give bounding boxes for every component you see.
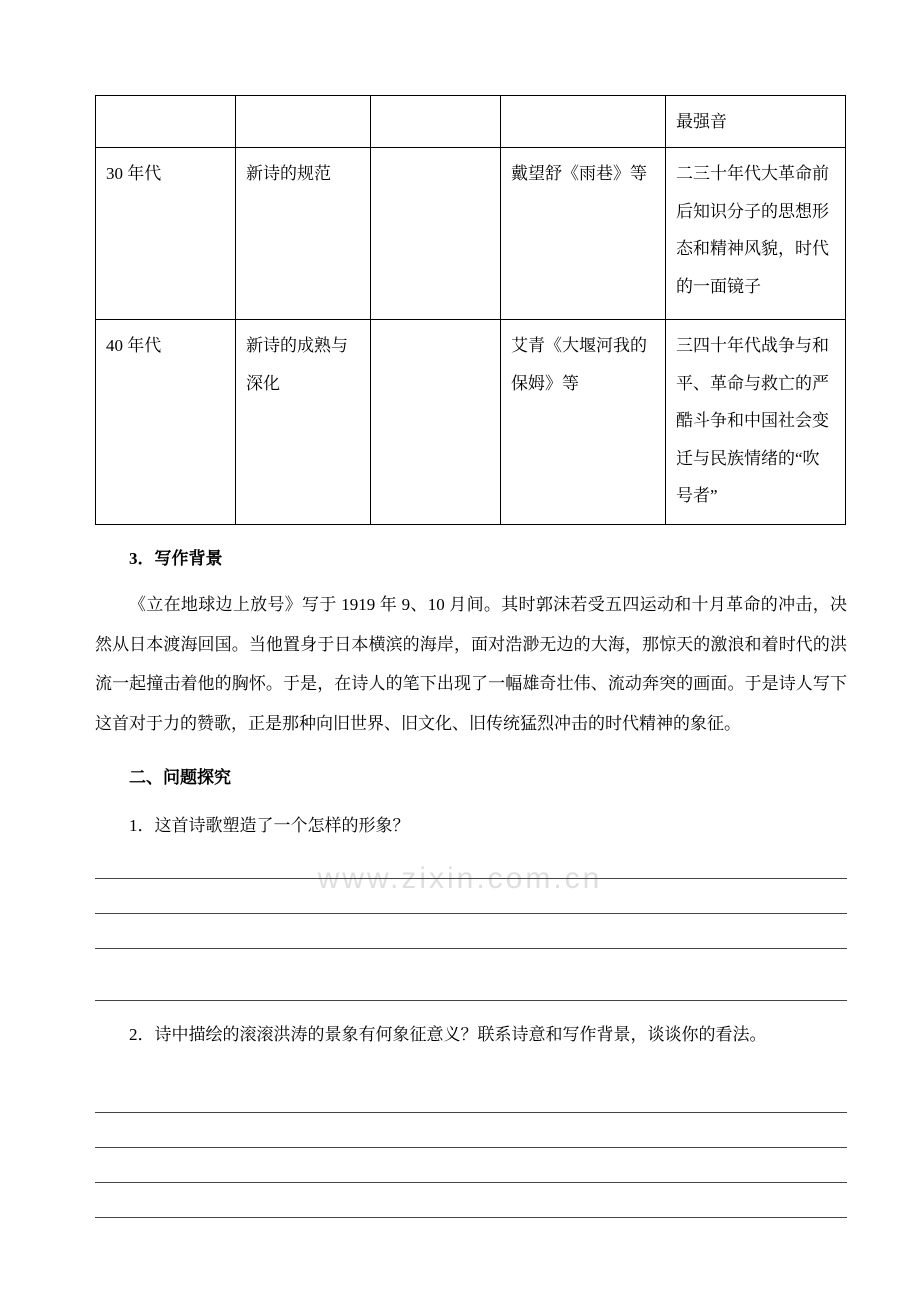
background-heading: 3．写作背景 <box>129 549 223 569</box>
table-row-40s <box>96 320 846 525</box>
table-cell-theme: 新诗的规范 <box>236 148 371 320</box>
table-cell <box>96 96 236 148</box>
table-row-30s <box>96 148 846 320</box>
explore-heading: 二、问题探究 <box>129 768 231 788</box>
answer-lines-group-1 <box>95 851 847 1001</box>
table-cell-empty <box>371 320 501 525</box>
table-cell <box>501 96 666 148</box>
table-cell-theme: 新诗的成熟与深化 <box>236 320 371 525</box>
background-paragraph: 《立在地球边上放号》写于 1919 年 9、10 月间。其时郭沫若受五四运动和十月革命的冲击，决然从日本渡海回国。当他置身于日本横滨的海岸，面对浩渺无边的大海，那惊天的激浪和着时代的洪流一起撞击着他的胸怀。于是，在诗人的笔下出现了一幅雄奇壮伟、流动奔突的画面。于是诗人写下这首对于力的赞歌，正是那种向旧世界、旧文化、旧传统猛烈冲击的时代精神的象征。 <box>95 594 847 734</box>
table-cell-works: 戴望舒《雨巷》等 <box>501 148 666 320</box>
table-cell-description: 二三十年代大革命前后知识分子的思想形态和精神风貌，时代的一面镜子 <box>666 148 846 320</box>
answer-line[interactable] <box>95 851 847 879</box>
table-cell: 最强音 <box>666 96 846 148</box>
question-2: 2．诗中描绘的滚滚洪涛的景象有何象征意义？联系诗意和写作背景，谈谈你的看法。 <box>129 1025 767 1045</box>
answer-line[interactable] <box>95 1113 847 1148</box>
table-cell <box>371 96 501 148</box>
answer-line[interactable] <box>95 914 847 949</box>
answer-lines-group-2 <box>95 1061 847 1218</box>
poetry-history-table <box>95 95 846 525</box>
table-cell-decade: 40 年代 <box>96 320 236 525</box>
answer-line[interactable] <box>95 1061 847 1113</box>
watermark: www.zixin.com.cn <box>317 862 603 895</box>
answer-line[interactable] <box>95 949 847 1001</box>
table-row-partial <box>96 96 846 148</box>
answer-line[interactable] <box>95 879 847 914</box>
table-cell-empty <box>371 148 501 320</box>
answer-line[interactable] <box>95 1148 847 1183</box>
table-cell-description: 三四十年代战争与和平、革命与救亡的严酷斗争和中国社会变迁与民族情绪的“吹号者” <box>666 320 846 525</box>
answer-line[interactable] <box>95 1183 847 1218</box>
table-cell-decade: 30 年代 <box>96 148 236 320</box>
table-cell <box>236 96 371 148</box>
table-cell-works: 艾青《大堰河我的保姆》等 <box>501 320 666 525</box>
question-1: 1．这首诗歌塑造了一个怎样的形象？ <box>129 815 410 835</box>
